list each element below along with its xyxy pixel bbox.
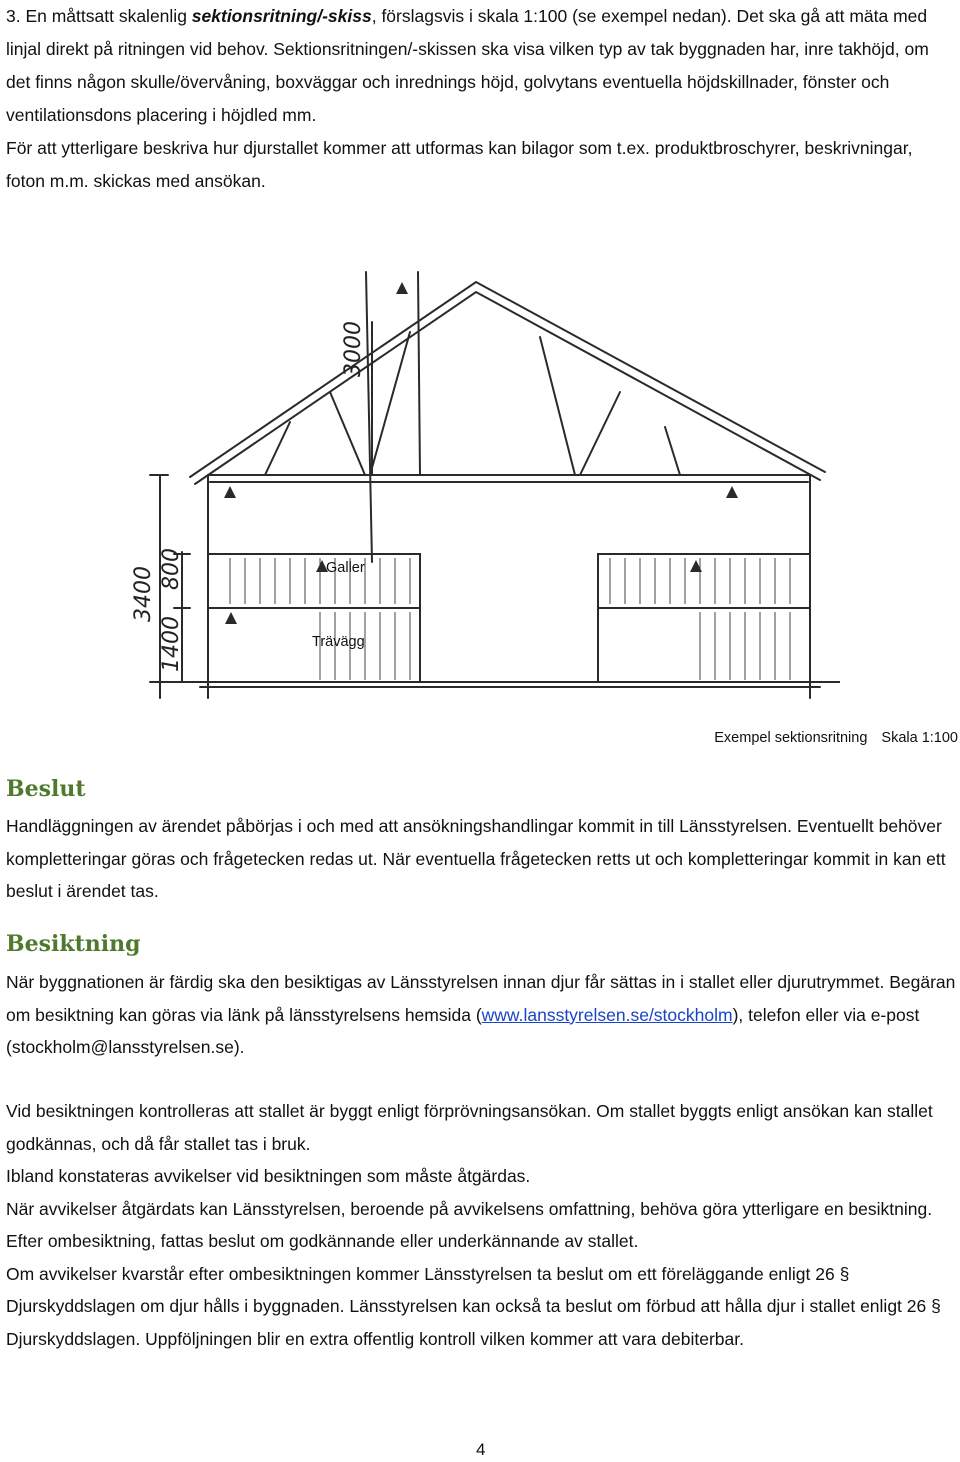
truss: [665, 427, 680, 475]
level-markers: [224, 282, 738, 624]
intro-paragraph: [6, 0, 956, 132]
besiktning-paragraph-2: Vid besiktningen kontrolleras att stallet är byggt enligt förprövningsansökan. Om stallet byggts enligt ansökan kan stallet godkännas, och då får stallet tas i bruk.: [6, 1101, 933, 1154]
caption-text: Exempel sektionsritning: [714, 730, 868, 746]
caption-scale: Skala 1:100: [881, 730, 958, 746]
besiktning-section: [6, 966, 958, 1064]
besiktning-paragraph-6: Om avvikelser kvarstår efter ombesiktningen kommer Länsstyrelsen ta beslut om ett föreläggande enligt 26 § Djurskyddslagen om djur hålls i byggnaden. Länsstyrelsen kan också ta beslut om förbud att hålla djur i stallet enligt 26 § Djurskyddslagen. Uppföljningen blir en extra offentlig kontroll vilken kommer att vara debiterbar.: [6, 1263, 941, 1349]
intro-body: , förslagsvis i skala 1:100 (se exempel nedan). Det ska gå att mäta med linjal direkt på ritningen vid behov. Sektionsritningen/-skissen ska visa vilken typ av tak byggnaden har, inre takhöjd, om det finns någon skulle/övervåning, boxväggar och inrednings höjd, golvytans eventuella höjdskillnader, fönster och ventilationsdons placering i höjdled mm.: [6, 6, 929, 125]
intro-text: [6, 0, 956, 198]
truss: [370, 332, 410, 475]
besiktning-paragraph-4: När avvikelser åtgärdats kan Länsstyrelsen, beroende på avvikelsens omfattning, behöva göra ytterligare en besiktning.: [6, 1198, 933, 1219]
chimney-right: [418, 272, 420, 475]
heading-beslut: Beslut: [6, 776, 86, 802]
truss: [540, 337, 575, 475]
page-number: 4: [476, 1440, 486, 1459]
besiktning-paragraph-3: Ibland konstateras avvikelser vid besiktningen som måste åtgärdas.: [6, 1166, 531, 1186]
intro-attachments: För att ytterligare beskriva hur djurstallet kommer att utformas kan bilagor som t.ex. produktbroschyrer, beskrivningar, foton m.m. skickas med ansökan.: [6, 138, 913, 191]
label-galler: Galler: [326, 560, 365, 576]
intro-lead: 3. En måttsatt skalenlig: [6, 6, 192, 26]
box-right-top: [598, 554, 810, 682]
roof-outline: [190, 282, 825, 477]
heading-besiktning: Besiktning: [6, 931, 141, 957]
dim-label-1400: 1400: [159, 616, 184, 672]
figure-caption: [700, 730, 958, 746]
besiktning-paragraph-5: Efter ombesiktning, fattas beslut om godkännande eller underkännande av stallet.: [6, 1231, 639, 1251]
truss: [330, 392, 365, 475]
besiktning-details: [6, 1095, 958, 1355]
truss: [580, 392, 620, 475]
besiktning-text: När byggnationen är färdig ska den besiktigas av Länsstyrelsen innan djur får sättas in i stallet eller djurutrymmet. Begäran om besiktning kan göras via länk på länsstyrelsens hemsida (: [6, 972, 956, 1025]
section-drawing: [120, 262, 840, 710]
beslut-section: [6, 810, 958, 908]
besiktning-paragraph-1: [6, 966, 958, 1064]
beslut-paragraph: Handläggningen av ärendet påbörjas i och med att ansökningshandlingar kommit in till Länsstyrelsen. Eventuellt behöver kompletteringar göras och frågetecken redas ut. När eventuella frågetecken retts ut och kompletteringar kommit in kan ett beslut i ärendet tas.: [6, 816, 946, 901]
box-left-top: [208, 554, 420, 682]
besiktning-contact: ), telefon eller via e-post (stockholm@lansstyrelsen.se).: [6, 1004, 920, 1057]
truss: [265, 422, 290, 475]
galler-hatch: [230, 558, 790, 680]
label-travagg: Trävägg: [312, 634, 365, 650]
lansstyrelsen-link[interactable]: www.lansstyrelsen.se/stockholm: [481, 1004, 733, 1025]
dim-label-800: 800: [159, 548, 184, 590]
intro-term: sektionsritning/-skiss: [191, 6, 372, 26]
dim-label-3400: 3400: [131, 566, 156, 622]
section-drawing-svg: [120, 262, 840, 710]
roof-inner: [195, 292, 820, 484]
dim-label-3000: 3000: [341, 321, 366, 377]
